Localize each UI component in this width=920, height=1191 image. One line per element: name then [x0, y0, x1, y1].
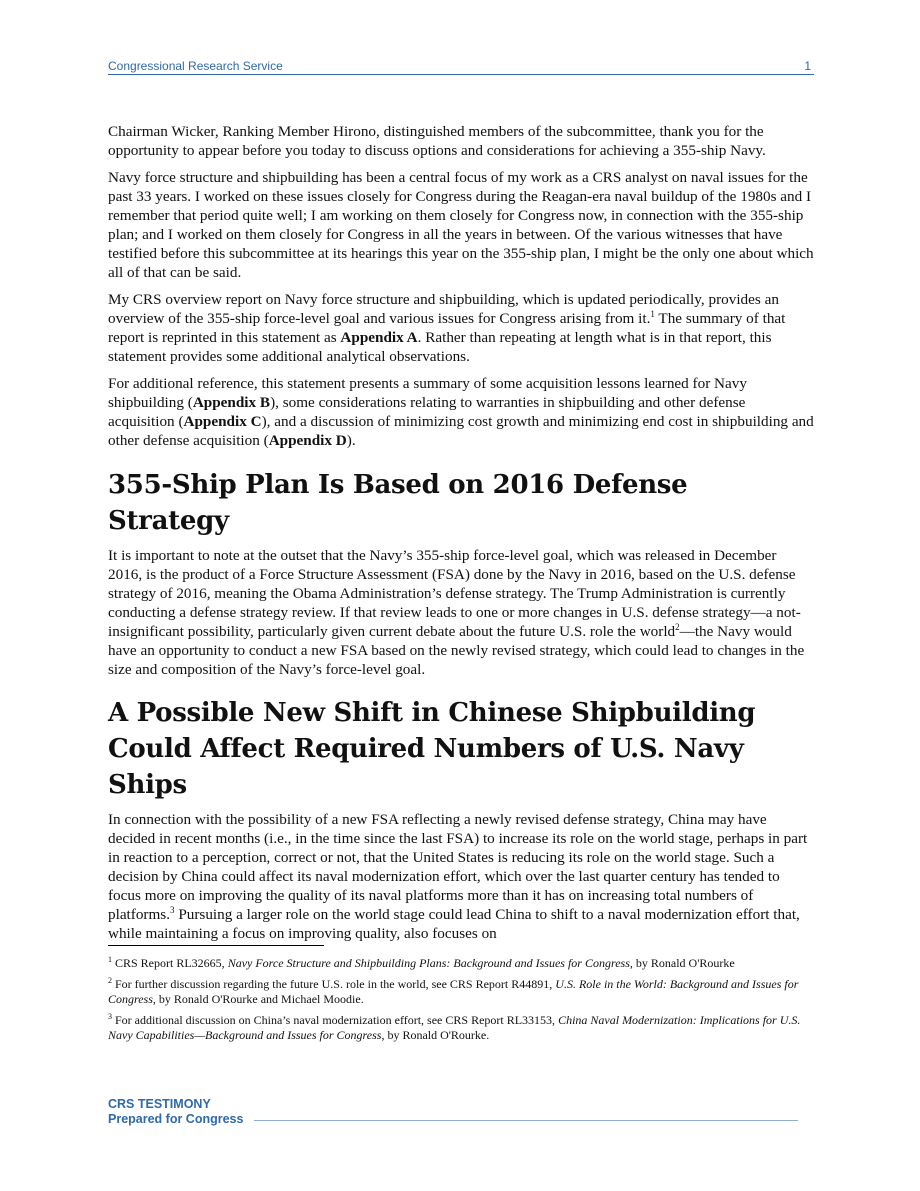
paragraph: Navy force structure and shipbuilding has been a central focus of my work as a CRS analyst on naval issues for the past 33 years. I worked on these issues closely for Congress during the Reagan-era naval buildup of the 1980s and I remember that period quite well; I am working on them closely for Congress now, in connection with the 355-ship plan; and I worked on them closely for Congress in all the years in between. Of the various witnesses that have testified before this subcommittee at its hearings this year on the 355-ship plan, I might be the only one about which all of that can be said.: [108, 169, 814, 281]
section-heading: 355-Ship Plan Is Based on 2016 Defense Strategy: [108, 470, 688, 536]
paragraph: Chairman Wicker, Ranking Member Hirono, distinguished members of the subcommittee, thank you for the opportunity to appear before you today to discuss options and considerations for achieving a 355-ship Navy.: [108, 123, 766, 159]
section-heading: A Possible New Shift in Chinese Shipbuilding Could Affect Required Numbers of U.S. Navy Ships: [108, 698, 756, 800]
paragraph: For additional reference, this statement presents a summary of some acquisition lessons learned for Navy shipbuilding (Appendix B), some considerations relating to warranties in shipbuilding and other defense acquisition (Appendix C), and a discussion of minimizing cost growth and minimizing end cost in shipbuilding and other defense acquisition (Appendix D).: [108, 375, 814, 449]
footnote: $^1$ CRS Report RL32665, Navy Force Structure and Shipbuilding Plans: Background and Issues for Congress, by Ronald O'Rourke: [108, 955, 735, 970]
appendix-ref: Appendix A: [340, 329, 418, 346]
footnote-divider: [108, 945, 324, 946]
page-header: [108, 58, 814, 75]
footnote-ref[interactable]: 1: [650, 308, 655, 319]
footnote-ref[interactable]: 2: [675, 621, 680, 632]
appendix-ref: Appendix D: [268, 432, 347, 449]
appendix-ref: Appendix B: [192, 394, 271, 411]
testimony-body: [108, 122, 814, 951]
paragraph: It is important to note at the outset that the Navy’s 355-ship force-level goal, which was released in December 2016, is the product of a Force Structure Assessment (FSA) done by the Navy in 2016, based on the U.S. defense strategy of 2016, meaning the Obama Administration’s defense strategy. The Trump Administration is currently conducting a defense strategy review. If that review leads to one or more changes in U.S. defense strategy—a not-insignificant possibility, particularly given current debate about the future U.S. role the world$^2$—the Navy would have an opportunity to conduct a new FSA based on the newly revised strategy, which could lead to changes in the size and composition of the Navy’s force-level goal.: [108, 547, 805, 678]
page-footer: [108, 1097, 798, 1127]
footer-subtitle: Prepared for Congress: [108, 1112, 244, 1126]
footnote: $^2$ For further discussion regarding the future U.S. role in the world, see CRS Report R44891, U.S. Role in the World: Background and Issues for Congress, by Ronald O'Rourke and Michael Moodie.: [108, 976, 799, 1006]
footnote-ref[interactable]: 3: [170, 904, 175, 915]
footer-title: CRS TESTIMONY: [108, 1097, 211, 1111]
paragraph: My CRS overview report on Navy force structure and shipbuilding, which is updated periodically, provides an overview of the 355-ship force-level goal and various issues for Congress arising from it.$^1$ The summary of that report is reprinted in this statement as Appendix A. Rather than repeating at length what is in that report, this statement provides some additional analytical observations.: [108, 291, 786, 365]
footnotes: [108, 956, 814, 1049]
footer-rule: [254, 1120, 798, 1121]
appendix-ref: Appendix C: [183, 413, 262, 430]
paragraph: In connection with the possibility of a new FSA reflecting a newly revised defense strategy, China may have decided in recent months (i.e., in the time since the last FSA) to increase its role on the world stage, perhaps in part in reaction to a perception, correct or not, that the United States is reducing its role on the world stage. Such a decision by China could affect its naval modernization effort, which over the last quarter century has tended to focus more on improving the quality of its naval platforms more than it has on increasing total numbers of platforms.$^3$ Pursuing a larger role on the world stage could lead China to shift to a naval modernization effort that, while maintaining a focus on improving quality, also focuses on: [108, 811, 808, 942]
header-org: Congressional Research Service: [108, 59, 283, 73]
page-number: 1: [804, 59, 811, 73]
footnote: $^3$ For additional discussion on China’s naval modernization effort, see CRS Report RL33153, China Naval Modernization: Implications for U.S. Navy Capabilities—Background and Issues for Congress, by Ronald O'Rourke.: [108, 1012, 801, 1042]
